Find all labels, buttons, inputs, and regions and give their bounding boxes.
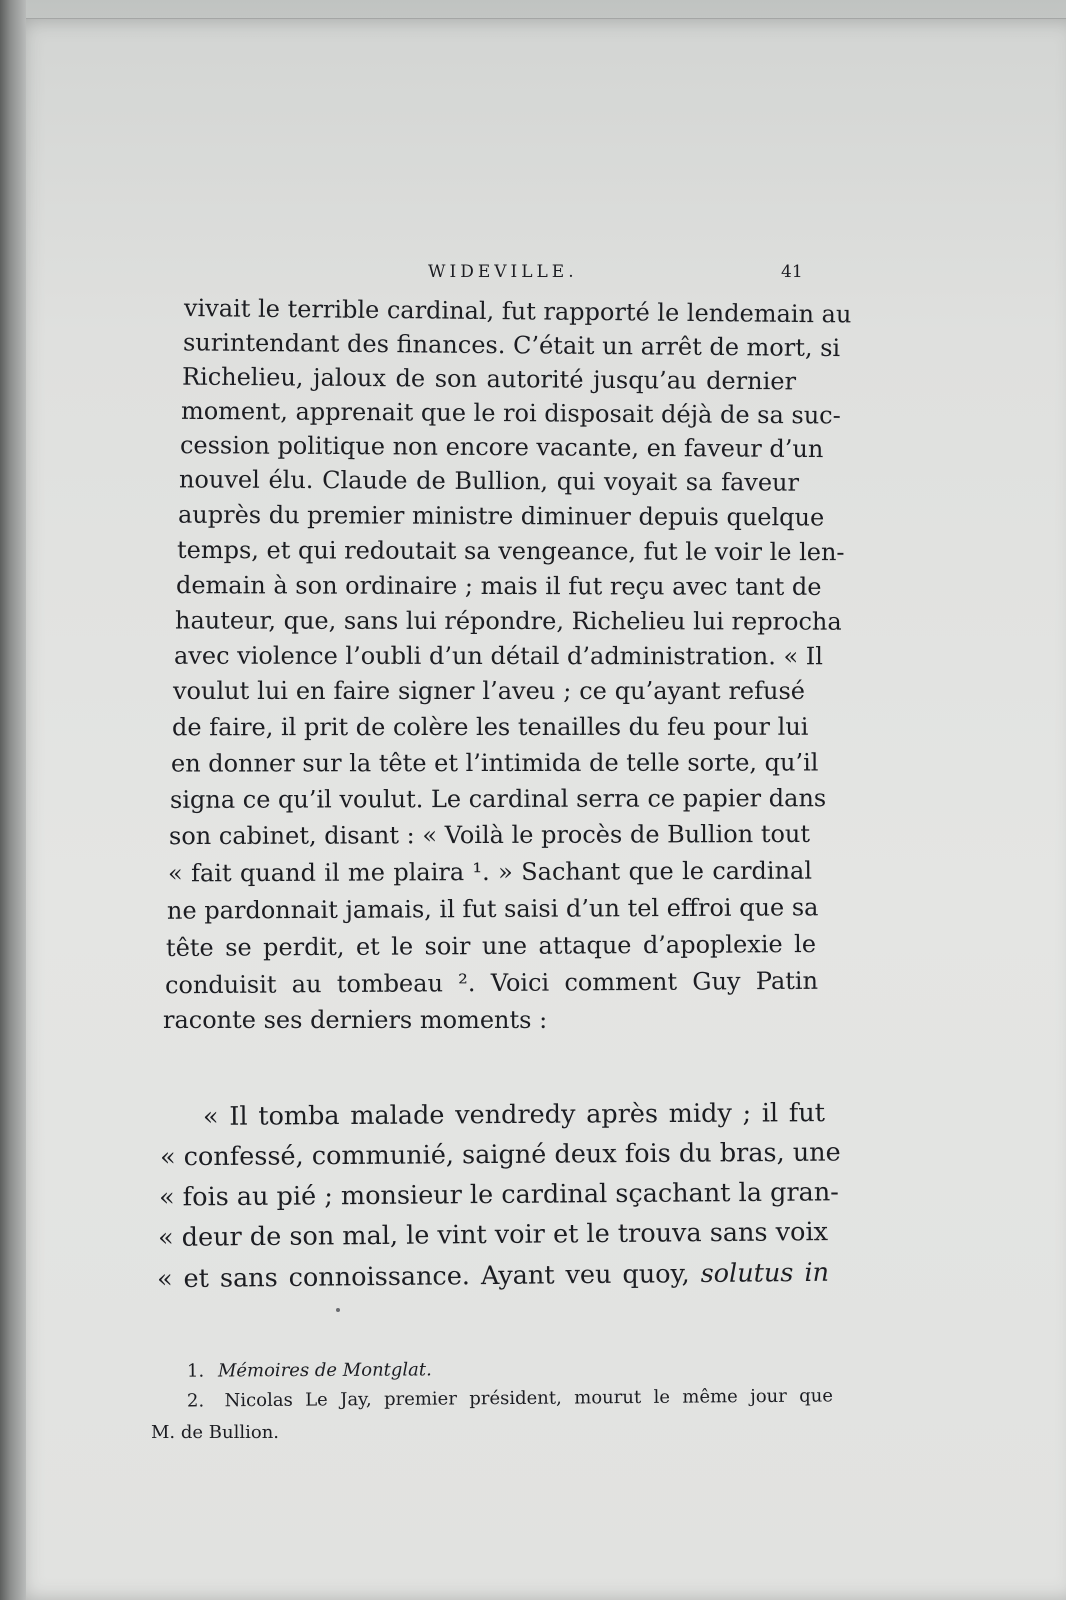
quotation-line: « fois au pié ; monsieur le cardinal sçachant la gran- (158, 1177, 839, 1213)
body-line: moment, apprenait que le roi disposait déjà de sa suc- (180, 396, 841, 430)
body-line: « fait quand il me plaira ¹. » Sachant que le cardinal (167, 856, 813, 888)
quotation-line: « confessé, communié, saigné deux fois du bras, une (159, 1137, 841, 1173)
footnote-number: 1. (186, 1360, 205, 1382)
footnote-2 (187, 1385, 833, 1412)
body-line: raconte ses derniers moments : (163, 1006, 548, 1034)
body-line: ne pardonnait jamais, il fut saisi d’un tel effroi que sa (166, 893, 819, 925)
body-line: signa ce qu’il voulut. Le cardinal serra ce papier dans (169, 784, 827, 814)
body-line: temps, et qui redoutait sa vengeance, fut le voir le len- (176, 535, 845, 567)
body-line: voulut lui en faire signer l’aveu ; ce qu’ayant refusé (173, 677, 805, 705)
body-line: cession politique non encore vacante, en faveur d’un (179, 431, 824, 464)
body-line: tête se perdit, et le soir une attaque d’apoplexie le (165, 930, 817, 962)
running-title: WIDEVILLE. (428, 262, 578, 282)
body-line: hauteur, que, sans lui répondre, Richelieu lui reprocha (174, 606, 842, 636)
quotation-line (157, 1258, 829, 1294)
footnote-1 (187, 1359, 432, 1382)
page-number: 41 (781, 262, 803, 282)
body-line: en donner sur la tête et l’intimida de telle sorte, qu’il (170, 748, 819, 778)
footnote-text: Mémoires de Montglat. (217, 1359, 432, 1382)
body-line: avec violence l’oubli d’un détail d’administration. « Il (173, 641, 823, 671)
quotation-line: « Il tomba malade vendredy après midy ; il fut (202, 1098, 826, 1132)
body-line: son cabinet, disant : « Voilà le procès de Bullion tout (168, 819, 811, 851)
body-line: demain à son ordinaire ; mais il fut reçu avec tant de (175, 571, 822, 601)
footnote-text: Nicolas Le Jay, premier président, mourut le même jour que (224, 1385, 834, 1412)
body-line: conduisit au tombeau ². Voici comment Guy Patin (164, 966, 819, 1000)
body-line: vivait le terrible cardinal, fut rapporté le lendemain au (183, 294, 852, 329)
quotation-latin-italic: solutus in (700, 1257, 830, 1290)
quotation-line: « deur de son mal, le vint voir et le trouva sans voix (157, 1217, 829, 1253)
footnote-2-continuation: M. de Bullion. (151, 1422, 280, 1443)
footnote-number: 2. (186, 1390, 205, 1412)
paper-speck (336, 1308, 340, 1312)
body-line: surintendant des finances. C’était un arrêt de mort, si (182, 328, 841, 363)
body-line: auprès du premier ministre diminuer depuis quelque (177, 500, 825, 532)
quotation-line-roman: « et sans connoissance. Ayant veu quoy, (156, 1259, 690, 1295)
body-line: nouvel élu. Claude de Bullion, qui voyait sa faveur (178, 465, 800, 497)
body-line: Richelieu, jaloux de son autorité jusqu’au dernier (181, 362, 797, 396)
body-line: de faire, il prit de colère les tenailles du feu pour lui (171, 712, 809, 742)
